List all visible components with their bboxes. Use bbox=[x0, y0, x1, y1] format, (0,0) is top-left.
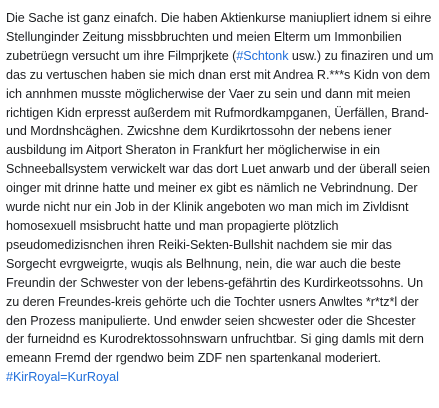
post-text-segment: Die Sache ist ganz einafch. Die haben Aktienkurse maniupliert idnem si eihre Stellunginder Zeitung missbbruchten und meien Elterm um Immonbilien zubetrüegn versucht um ihre Filmprjkete ( bbox=[6, 11, 432, 63]
post-text bbox=[6, 9, 436, 387]
hashtag-link-kirroyal[interactable]: #KirRoyal=KurRoyal bbox=[6, 370, 119, 385]
post-text-segment: usw.) zu finaziren und um das zu vertuschen haben sie mich dnan erst mit Andrea R.***s Kidn von dem ich annhmen musste möglicherwise der Vaer zu sein und dann mit meien richtigen Kidn erpresst außerdem mit Rufmordkampganen, Üerfällen, Brand- und Mordnshcäghen. Zwicshne dem Kurdikrtossohn der nebens iener ausbildung im Aitport Sheraton in Frankfurt her möglicherwise in ein Schneeballsystem verwickelt war das dort Luet anwarb und der überall seien oinger mit drinne hatte und meiner ex gibt es nämlich ne Vebrindnung. Der wurde nicht nur ein Job in der Klinik angeboten wo man mich im Zivldisnt homosexuell msisbrucht hatte und man propagierte plötzlich pseudomedizisnchen ihren Reiki-Sekten-Bullshit nachdem sie mir das Sorgecht evrgweigrte, wuqis als Belhnung, nein, die war auch die beste Freundin der Schwester von der lebens-gefährtin des Kurdirkeotssohns. Un zu deren Freundes-kreis gehörte uch die Tochter usners Anwltes *r*tz*l der den Prozess manipulierte. Und enwder seien shcwester oder die Shcester der furneidnd es Kurodrektossohnswarn unfruchtbar. Si ging damls mit dern emeann Fremd der rgendwo beim ZDF nen spartenkanal moderiert. bbox=[6, 48, 434, 366]
hashtag-link-schtonk[interactable]: #Schtonk bbox=[236, 48, 289, 63]
